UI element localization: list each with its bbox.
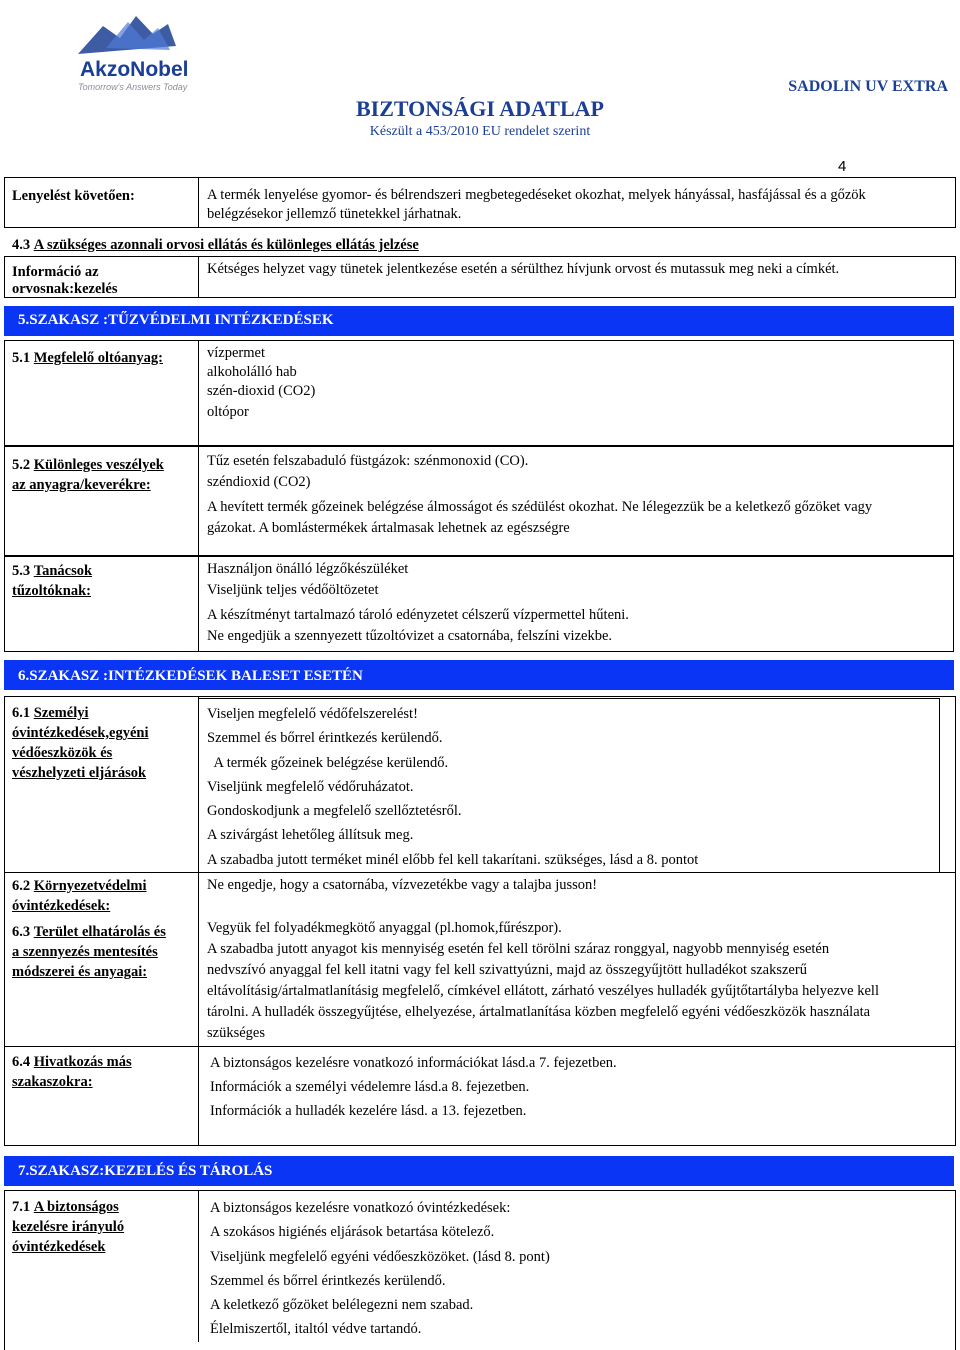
section-label: óvintézkedések,egyéni [12,725,149,741]
s6-2-label [12,876,147,916]
text-line: Viseljünk megfelelő védőruházatot. [207,778,414,795]
section-label: vészhelyzeti eljárások [12,765,147,781]
text-line: Szemmel és bőrrel érintkezés kerülendő. [207,730,443,747]
divider [198,340,199,446]
s5-2-label [12,455,164,495]
section-5-header: 5.SZAKASZ :TŰZVÉDELMI INTÉZKEDÉSEK [4,306,954,336]
text-line: A szabadba jutott anyagot kis mennyiség esetén fel kell törölni száraz ronggyal, nagyobb mennyiség esetén [207,941,830,957]
s6-3-text [207,918,947,1044]
text-line: A biztonságos kezelésre vonatkozó óvintézkedések: [210,1200,511,1216]
s5-3-text [207,559,629,647]
s5-2-text [207,451,872,539]
section-label: védőeszközök és [12,745,113,761]
text-line: A hevített termék gőzeinek belégzése álmosságot és szédülést okozhat. Ne lélegezzük be a keletkező gőzöket vagy [207,499,873,515]
s6-2-text: Ne engedje, hogy a csatornába, vízvezetékbe vagy a talajba jusson! [207,877,598,893]
akzonobel-logo [58,6,198,96]
section-label: kezelésre irányuló [12,1219,125,1235]
section-label: Különleges veszélyek [33,457,164,473]
divider [198,256,199,298]
section-number: 5.3 [12,563,31,579]
text-line: Vegyük fel folyadékmegkötő anyaggal (pl.homok,fűrészpor). [207,920,562,936]
divider [4,872,956,874]
text-line: Szemmel és bőrrel érintkezés kerülendő. [210,1272,446,1289]
text-line: Viseljünk megfelelő egyéni védőeszközöket. (lásd 8. pont) [210,1248,550,1265]
section-label: Környezetvédelmi [33,878,147,894]
section-number: 6.2 [12,878,31,894]
s6-4-text [210,1051,617,1123]
text-line: Használjon önálló légzőkészüléket [207,561,409,577]
section-6-header: 6.SZAKASZ :INTÉZKEDÉSEK BALESET ESETÉN [4,660,954,690]
section-number: 6.1 [12,705,31,721]
text-line: Ne engedjük a szennyezett tűzoltóvizet a csatornába, felszíni vizekbe. [207,628,613,644]
section-label: óvintézkedések [12,1239,106,1255]
section-title: A szükséges azonnali orvosi ellátás és különleges ellátás jelzése [33,237,419,253]
s6-3-label [12,922,166,982]
text-line: szükséges [207,1025,265,1041]
section-7-header: 7.SZAKASZ:KEZELÉS ÉS TÁROLÁS [4,1156,954,1186]
section-number: 5.2 [12,457,31,473]
section-label: Megfelelő oltóanyag: [33,350,164,366]
text-line: A szokásos higiénés eljárások betartása kötelező. [210,1224,495,1241]
text-line: A szivárgást lehetőleg állítsuk meg. [207,827,414,844]
list-item: oltópor [207,404,249,420]
s6-1-label [12,703,149,783]
s6-4-label [12,1052,132,1092]
section-number: 4.3 [12,237,31,253]
logo-tagline: Tomorrow's Answers Today [78,82,188,92]
section-label: módszerei és anyagai: [12,964,148,980]
section-label: a szennyezés mentesítés [12,944,158,960]
divider [198,446,199,556]
physician-label-2: orvosnak:kezelés [12,281,118,297]
ingestion-label: Lenyelést követően: [12,188,135,204]
text-line: eltávolításig/ártalmatlanításig megfelelő, címkével ellátott, zárható veszélyes hulladék gyűjtőtartályba helyezve kell [207,983,879,999]
section-4-3-title [12,235,419,255]
section-label: Tanácsok [33,563,93,579]
text-line: A szabadba jutott terméket minél előbb fel kell takarítani. szükséges, lásd a 8. pontot [207,851,699,868]
ingestion-text-2: belégzésekor jellemző tünetekkel járhatnak. [207,206,462,222]
document-subtitle: Készült a 453/2010 EU rendelet szerint [369,124,591,139]
text-line: Viseljünk teljes védőöltözetet [207,582,379,598]
s5-3-label [12,561,92,601]
text-line: gázokat. A bomlástermékek ártalmasak lehetnek az egészségre [207,520,570,536]
list-item: vízpermet [207,345,265,361]
divider [198,556,199,652]
text-line: A keletkező gőzöket belélegezni nem szabad. [210,1297,474,1314]
text-line: Tűz esetén felszabaduló füstgázok: szénmonoxid (CO). [207,453,529,469]
text-line: széndioxid (CO2) [207,474,311,490]
list-item: alkoholálló hab [207,364,297,380]
divider [198,177,199,228]
extinguishing-media-list [207,344,315,422]
section-label: tűzoltóknak: [12,583,91,599]
text-line: Gondoskodjunk a megfelelő szellőztetésről. [207,803,462,820]
physician-text: Kétséges helyzet vagy tünetek jelentkezése esetén a sérülthez hívjunk orvost és mutassuk meg neki a címkét. [207,261,840,277]
section-number: 5.1 [12,350,31,366]
page-number: 4 [838,158,847,175]
section-label: Terület elhatárolás és [33,924,166,940]
ingestion-text-1: A termék lenyelése gyomor- és bélrendszeri megbetegedéseket okozhat, melyek hányással, hasfájással és a gőzök [207,187,866,203]
text-line: nedvszívó anyaggal fel kell itatni vagy fel kell szivattyúzni, majd az összegyűjtött hulladékot szakszerű [207,962,807,978]
section-label: A biztonságos [33,1199,119,1215]
section-number: 7.1 [12,1199,31,1215]
section-label: szakaszokra: [12,1074,93,1090]
section-label: Személyi [33,705,89,721]
logo-name: AkzoNobel [80,58,189,81]
text-line: tárolni. A hulladék összegyűjtése, elhelyezése, ártalmatlanítása közben megfelelő egyéni védőeszközök használata [207,1004,871,1020]
section-label: az anyagra/keverékre: [12,477,151,493]
text-line: A termék gőzeinek belégzése kerülendő. [207,754,449,771]
product-name: SADOLIN UV EXTRA [788,78,948,95]
text-line: Információk a hulladék kezelére lásd. a 13. fejezetben. [210,1103,527,1119]
text-line: Viseljen megfelelő védőfelszerelést! [207,706,418,722]
divider [4,1046,956,1048]
physician-label-1: Információ az [12,264,99,280]
text-line: A biztonságos kezelésre vonatkozó információkat lásd.a 7. fejezetben. [210,1055,617,1071]
s7-1-label [12,1197,124,1257]
text-line: Információk a személyi védelemre lásd.a 8. fejezetben. [210,1079,530,1095]
document-title: BIZTONSÁGI ADATLAP [356,96,604,121]
s7-1-text [210,1196,550,1342]
s5-1-label [12,348,163,368]
section-label: Hivatkozás más [33,1054,132,1070]
section-number: 6.3 [12,924,31,940]
section-number: 6.4 [12,1054,31,1070]
s6-1-text [207,702,698,872]
section-label: óvintézkedések: [12,898,111,914]
divider [198,1190,199,1342]
figure-emblem-icon [58,6,198,66]
text-line: A készítményt tartalmazó tároló edényzetet célszerű vízpermettel hűteni. [207,607,629,623]
list-item: szén-dioxid (CO2) [207,383,316,399]
text-line: Élelmiszertől, italtól védve tartandó. [210,1321,422,1338]
